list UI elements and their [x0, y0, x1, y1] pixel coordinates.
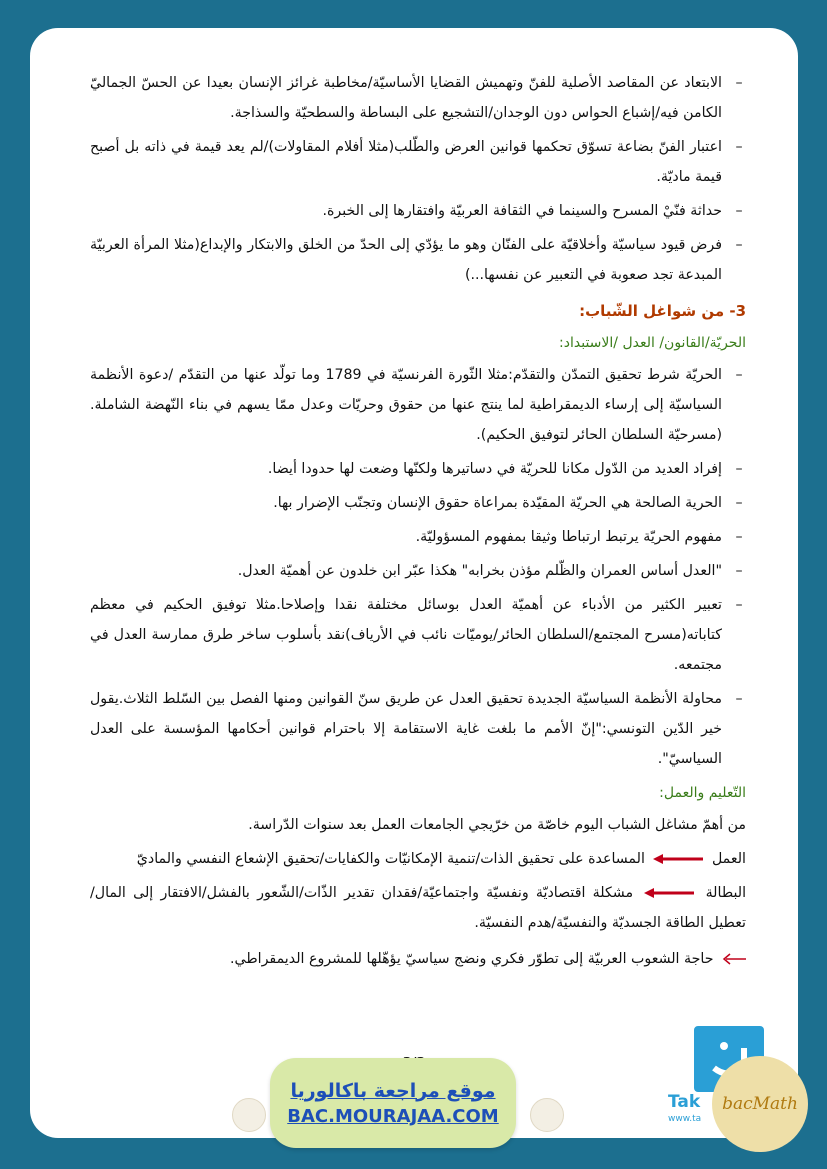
bacmath-logo: [712, 1056, 808, 1152]
list-item: – اعتبار الفنّ بضاعة تسوّق تحكمها قوانين العرض والطّلب(مثلا أفلام المقاولات)/لم يعد قيمة في ذاته بل أصبح قيمة ماديّة.: [90, 139, 743, 185]
list-item: – حداثة فنّيْ المسرح والسينما في الثقافة العربيّة وافتقارها إلى الخبرة.: [322, 203, 743, 219]
bacmath-label: bacMath: [722, 1094, 798, 1114]
unemployment-line: [90, 878, 746, 938]
thin-arrow-left-icon: [722, 953, 746, 965]
subheading-freedom: الحريّة/القانون/ العدل /الاستبداد:: [559, 335, 746, 351]
site-banner[interactable]: [270, 1058, 516, 1148]
document-page: [30, 28, 798, 1138]
arrow-left-icon: [644, 887, 694, 899]
subheading-education: التّعليم والعمل:: [659, 785, 746, 801]
seal-icon: [530, 1098, 564, 1132]
list-item: – "العدل أساس العمران والظّلم مؤذن بخرابه" هكذا عبّر ابن خلدون عن أهميّة العدل.: [237, 563, 743, 579]
need-line: [90, 944, 746, 974]
takiacademy-url: www.ta: [668, 1114, 702, 1124]
top-list: [90, 68, 746, 290]
banner-url-link[interactable]: BAC.MOURAJAA.COM: [287, 1105, 499, 1127]
takiacademy-label: Tak: [668, 1092, 701, 1112]
list-item: – مفهوم الحريّة يرتبط ارتباطا وثيقا بمفهوم المسؤوليّة.: [415, 529, 743, 545]
arrow-left-icon: [653, 853, 703, 865]
work-label: العمل: [711, 851, 746, 867]
list-item: – إفراد العديد من الدّول مكانا للحريّة في دساتيرها ولكنّها وضعت لها حدودا أيضا.: [267, 461, 743, 477]
list-item: – فرض قيود سياسيّة وأخلاقيّة على الفنّان وهو ما يؤدّي إلى الحدّ من الخلق والابتكار والإبداع(مثلا المرأة العربيّة المبدعة تجد صعوبة في التعبير عن نفسها...): [90, 237, 743, 283]
unemployment-text: مشكلة اقتصاديّة ونفسيّة واجتماعيّة/فقدان تقدير الذّات/الشّعور بالفشل/الافتقار إلى المال/تعطيل الطاقة الجسديّة والنفسيّة/هدم النفسيّة.: [90, 885, 746, 931]
banner-arabic-link[interactable]: موقع مراجعة باكالوريا: [290, 1079, 496, 1102]
freedom-list: [90, 360, 746, 774]
need-text: حاجة الشعوب العربيّة إلى تطوّر فكري ونضج سياسيّ يؤهّلها للمشروع الديمقراطي.: [230, 951, 714, 967]
intro-paragraph: من أهمّ مشاغل الشباب اليوم خاصّة من خرّيجي الجامعات العمل بعد سنوات الدّراسة.: [248, 817, 746, 833]
list-item: – الحرية الصالحة هي الحريّة المقيّدة بمراعاة حقوق الإنسان وتجنّب الإضرار بها.: [273, 495, 743, 511]
list-item: – محاولة الأنظمة السياسيّة الجديدة تحقيق العدل عن طريق سنّ القوانين ومنها الفصل بين السّلط الثلاث.يقول خير الدّين التونسي:"إنّ الأمم ما بلغت غاية الاستقامة إلا باحترام قوانين أحكامها المؤسسة على العدل السياسيّ".: [90, 691, 743, 767]
list-item: – تعبير الكثير من الأدباء عن أهميّة العدل بوسائل مختلفة نقدا وإصلاحا.مثلا توفيق الحكيم في معظم كتاباته(مسرح المجتمع/السلطان الحائر/يوميّات نائب في الأرياف)نقد بأسلوب ساخر طرق ممارسة العدل في مجتمعه.: [90, 597, 743, 673]
seal-icon: [232, 1098, 266, 1132]
document-body: [90, 68, 746, 978]
unemployment-label: البطالة: [705, 885, 747, 901]
list-item: – الحريّة شرط تحقيق التمدّن والتقدّم:مثلا الثّورة الفرنسيّة في 1789 وما تولّد عنها من التقدّم /دعوة الأنظمة السياسيّة إلى إرساء الديمقراطية لما ينتج عنها من حقوق وحريّات وعدل ممّا يسهم في بناء النّهضة الشاملة.(مسرحيّة السلطان الحائر لتوفيق الحكيم).: [90, 367, 743, 443]
work-line: [90, 844, 746, 874]
work-text: المساعدة على تحقيق الذات/تنمية الإمكانيّات والكفايات/تحقيق الإشعاع النفسي والماديّ: [136, 851, 645, 867]
section-heading: 3- من شواغل الشّباب:: [579, 302, 746, 320]
list-item: – الابتعاد عن المقاصد الأصلية للفنّ وتهميش القضايا الأساسيّة/مخاطبة غرائز الإنسان بعيدا عن الحسّ الجماليّ الكامن فيه/إشباع الحواس دون الوجدان/التشجيع على البساطة والسطحيّة والسذاجة.: [90, 75, 743, 121]
